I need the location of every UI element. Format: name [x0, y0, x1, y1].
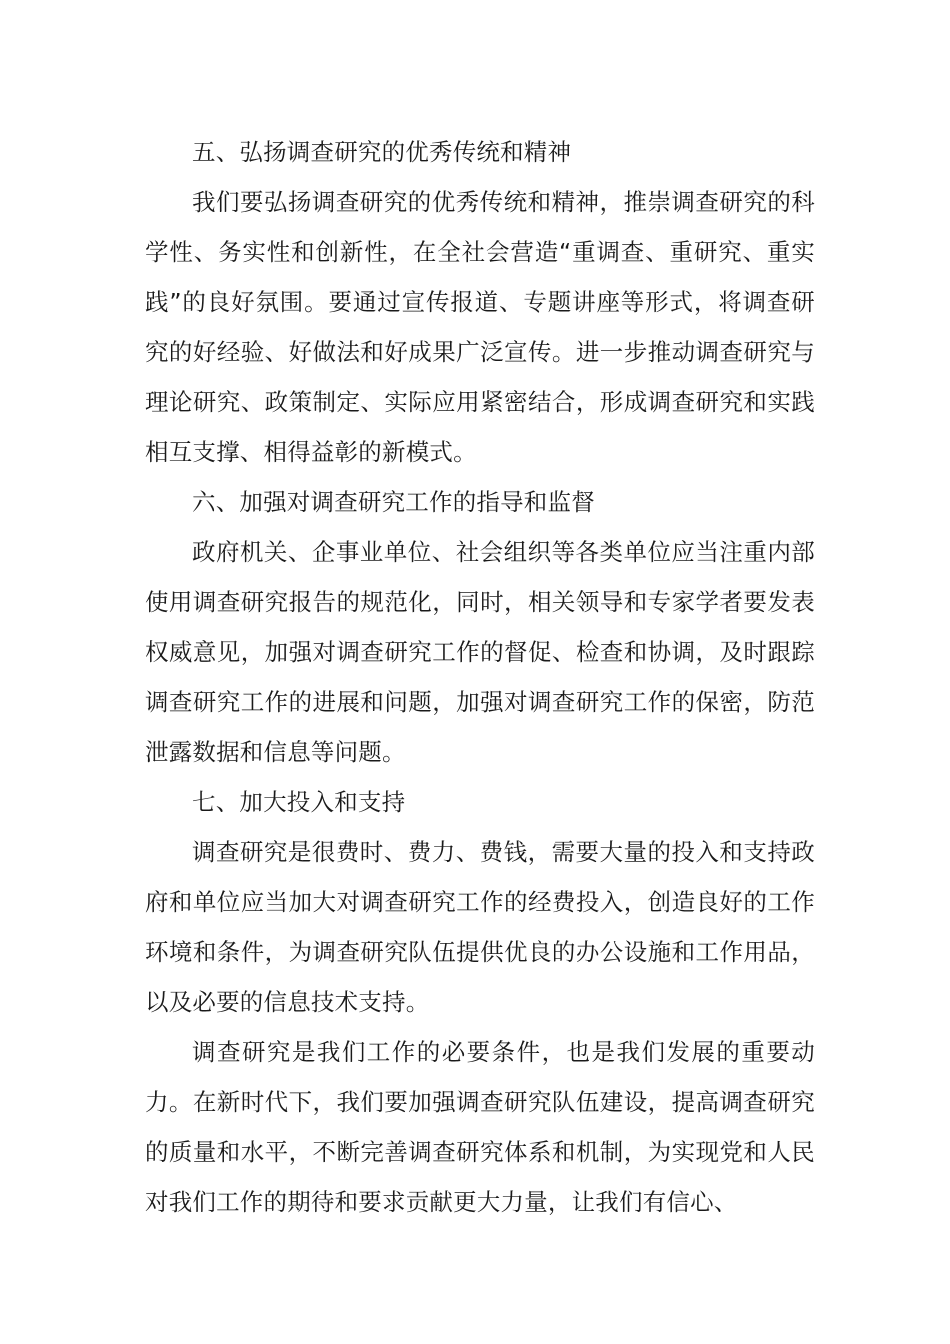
- section-heading-5: 五、弘扬调查研究的优秀传统和精神: [192, 138, 572, 166]
- section-heading-7: 七、加大投入和支持: [192, 788, 406, 816]
- paragraph-conclusion: 调查研究是我们工作的必要条件，也是我们发展的重要动力。在新时代下，我们要加强调查研究队伍建设，提高调查研究的质量和水平，不断完善调查研究体系和机制，为实现党和人民对我们工作的期待和要求贡献更大力量，让我们有信心、: [145, 1038, 815, 1216]
- document-body: [145, 127, 815, 1227]
- paragraph-section-5: 我们要弘扬调查研究的优秀传统和精神，推崇调查研究的科学性、务实性和创新性，在全社会营造“重调查、重研究、重实践”的良好氛围。要通过宣传报道、专题讲座等形式，将调查研究的好经验、好做法和好成果广泛宣传。进一步推动调查研究与理论研究、政策制定、实际应用紧密结合，形成调查研究和实践相互支撑、相得益彰的新模式。: [145, 188, 815, 466]
- section-heading-6: 六、加强对调查研究工作的指导和监督: [192, 488, 595, 516]
- paragraph-section-6: 政府机关、企事业单位、社会组织等各类单位应当注重内部使用调查研究报告的规范化，同时，相关领导和专家学者要发表权威意见，加强对调查研究工作的督促、检查和协调，及时跟踪调查研究工作的进展和问题，加强对调查研究工作的保密，防范泄露数据和信息等问题。: [145, 538, 815, 766]
- paragraph-section-7: 调查研究是很费时、费力、费钱，需要大量的投入和支持政府和单位应当加大对调查研究工作的经费投入，创造良好的工作环境和条件，为调查研究队伍提供优良的办公设施和工作用品，以及必要的信息技术支持。: [145, 838, 815, 1016]
